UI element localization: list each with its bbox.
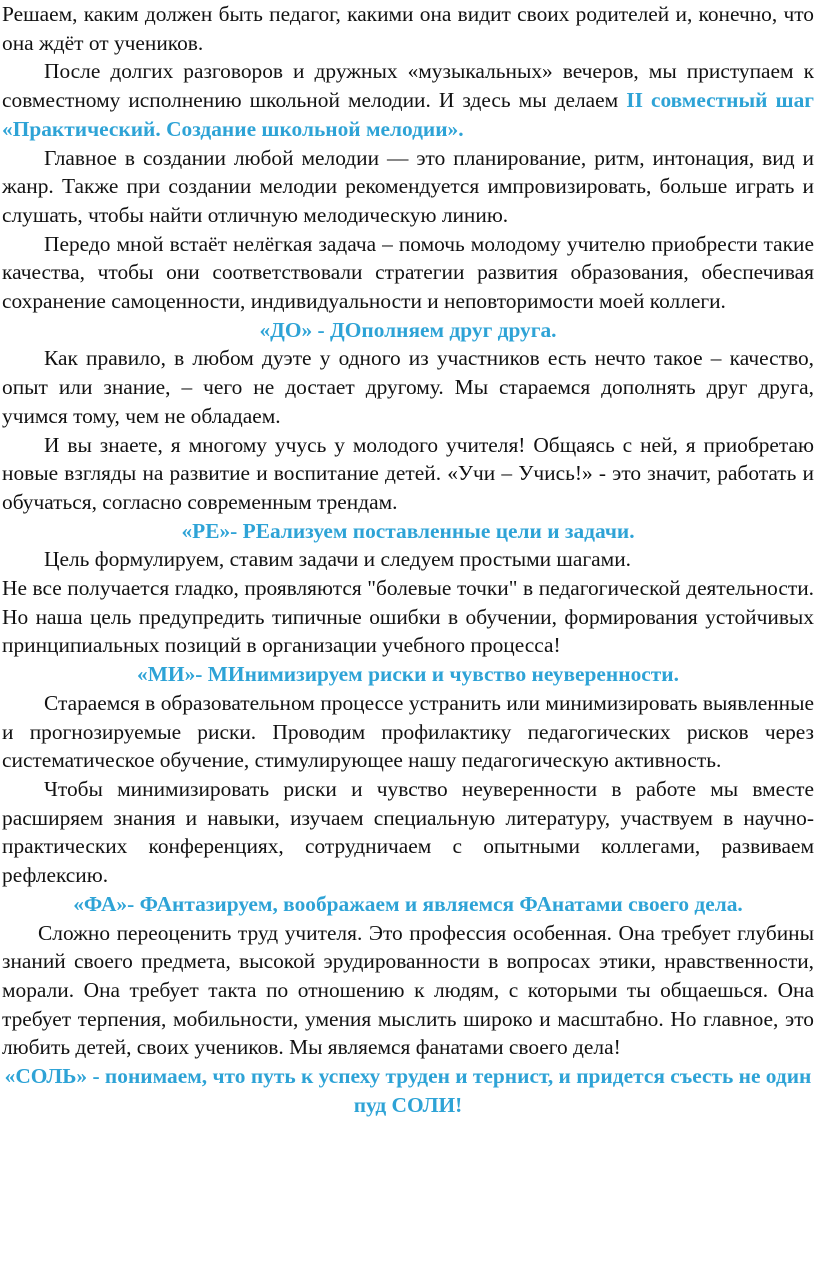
paragraph-11: Сложно переоценить труд учителя. Это профессия особенная. Она требует глубины знаний своего предмета, высокой эрудированности в вопросах этики, нравственности, морали. Она требует такта по отношению к людям, с которыми ты общаешься. Она требует терпения, мобильности, умения мыслить широко и масштабно. Но главное, это любить детей, своих учеников. Мы являемся фанатами своего дела! (2, 920, 814, 1060)
heading-do: «ДО» - ДОполняем друг друга. (259, 317, 557, 342)
paragraph-10: Чтобы минимизировать риски и чувство неуверенности в работе мы вместе расширяем знания и навыки, изучаем специальную литературу, участвуем в научно-практических конференциях, сотрудничаем с опытными коллегами, развиваем рефлексию. (2, 776, 814, 888)
paragraph-2-text: После долгих разговоров и дружных «музыкальных» вечеров, мы приступаем к совместному исполнению школьной мелодии. И здесь мы делаем (2, 59, 814, 113)
heading-mi: «МИ»- МИнимизируем риски и чувство неуверенности. (137, 662, 679, 687)
paragraph-3: Главное в создании любой мелодии — это планирование, ритм, интонация, вид и жанр. Также при создании мелодии рекомендуется импровизировать, больше играть и слушать, чтобы найти отличную мелодическую линию. (2, 145, 814, 227)
heading-re: «РЕ»- РЕализуем поставленные цели и задачи. (181, 518, 635, 543)
paragraph-7: Цель формулируем, ставим задачи и следуем простыми шагами. (44, 547, 631, 572)
step-two-highlight: II совместный шаг «Практический. Создание школьной мелодии». (2, 88, 814, 141)
paragraph-8: Не все получается гладко, проявляются "болевые точки" в педагогической деятельности. Но наша цель предупредить типичные ошибки в обучении, формирования устойчивых принципиальных позиций в организации учебного процесса! (2, 576, 814, 658)
heading-sol: «СОЛЬ» - понимаем, что путь к успеху труден и тернист, и придется съесть не один пуд СОЛИ! (4, 1064, 812, 1117)
paragraph-6: И вы знаете, я многому учусь у молодого учителя! Общаясь с ней, я приобретаю новые взгляды на развитие и воспитание детей. «Учи – Учись!» - это значит, работать и обучаться, согласно современным трендам. (2, 432, 814, 514)
paragraph-2 (2, 57, 814, 143)
heading-fa: «ФА»- ФАнтазируем, воображаем и являемся ФАнатами своего дела. (73, 891, 743, 916)
paragraph-5: Как правило, в любом дуэте у одного из участников есть нечто такое – качество, опыт или знание, – чего не достает другому. Мы стараемся дополнять друг друга, учимся тому, чем не обладаем. (2, 346, 814, 428)
paragraph-9: Стараемся в образовательном процессе устранить или минимизировать выявленные и прогнозируемые риски. Проводим профилактику педагогических рисков через систематическое обучение, стимулирующее нашу педагогическую активность. (2, 690, 814, 773)
paragraph-1: Решаем, каким должен быть педагог, какими она видит своих родителей и, конечно, что она ждёт от учеников. (2, 2, 814, 55)
paragraph-4: Передо мной встаёт нелёгкая задача – помочь молодому учителю приобрести такие качества, чтобы они соответствовали стратегии развития образования, обеспечивая сохранение самоценности, индивидуальности и неповторимости моей коллеги. (2, 231, 814, 314)
